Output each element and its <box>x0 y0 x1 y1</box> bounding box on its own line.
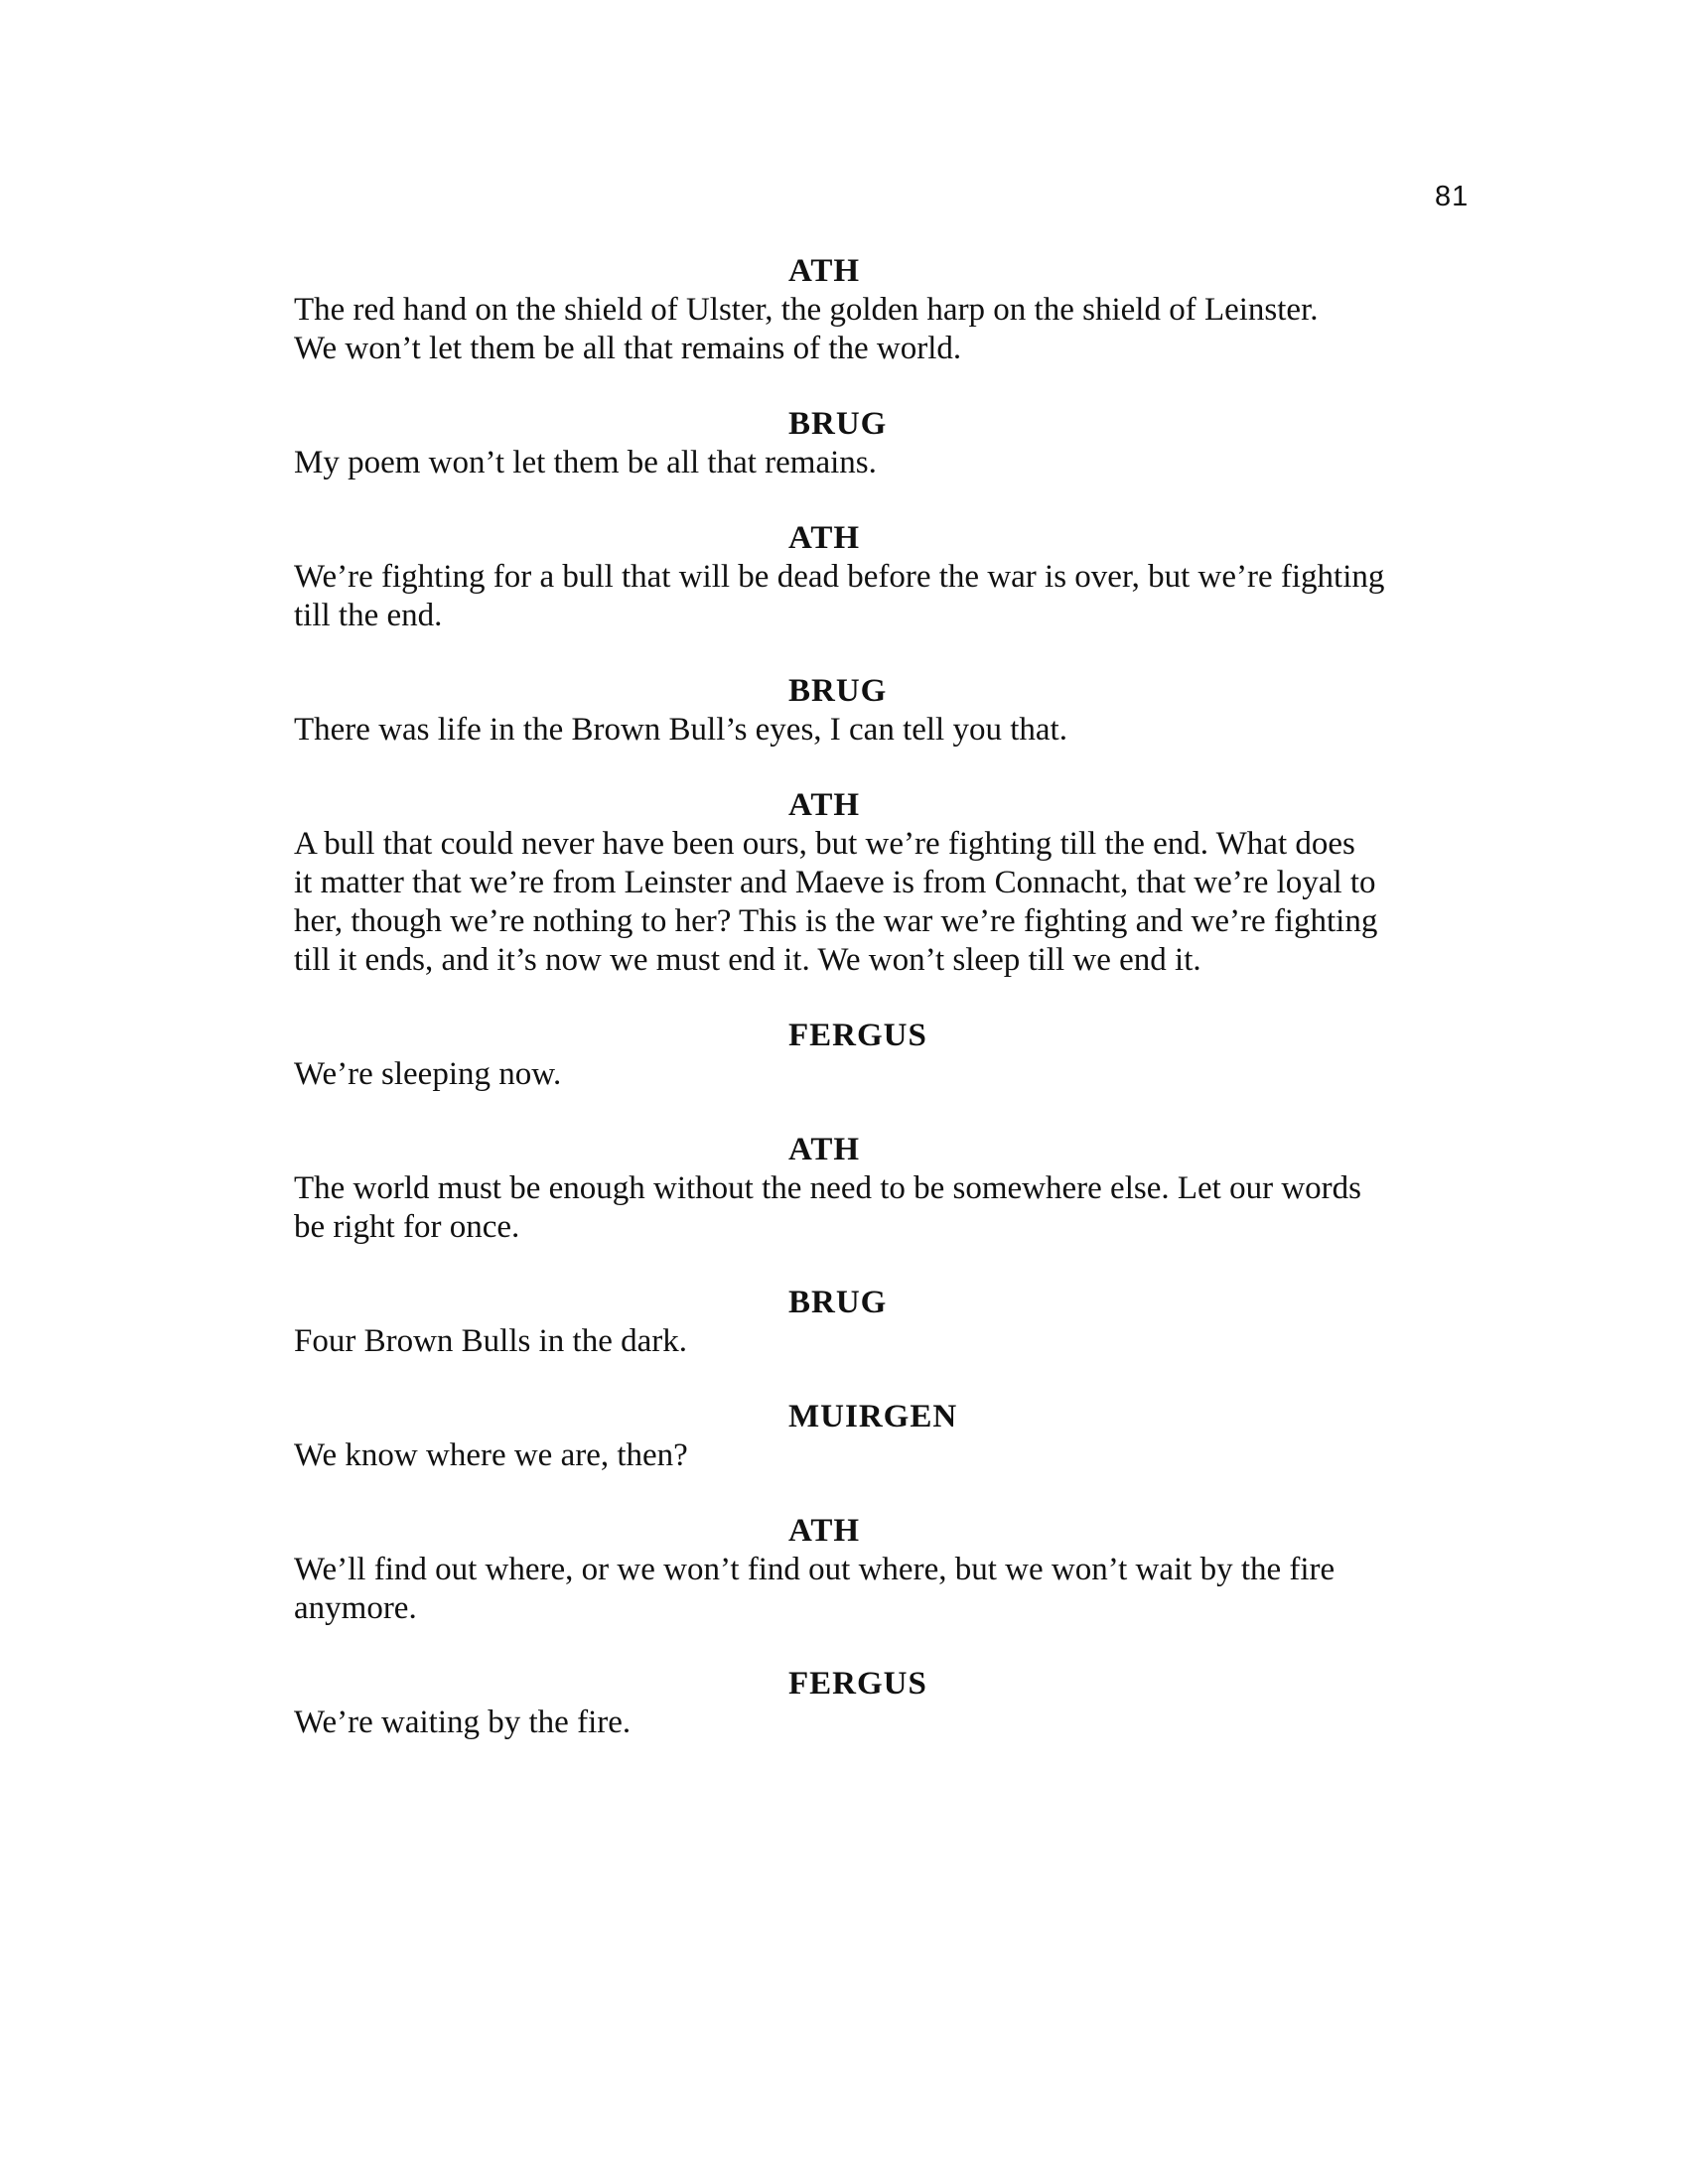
speech-block <box>294 1131 1505 1247</box>
dialogue-line: We’ll find out where, or we won’t find out where, but we won’t wait by the fire <box>294 1552 1336 1587</box>
dialogue-line: her, though we’re nothing to her? This is the war we’re fighting and we’re fighting <box>294 903 1378 939</box>
dialogue-line: We’re waiting by the fire. <box>294 1705 632 1740</box>
speech-block <box>294 786 1505 980</box>
dialogue-line: We know where we are, then? <box>294 1437 688 1473</box>
dialogue-line: My poem won’t let them be all that remains. <box>294 445 877 480</box>
dialogue-line: anymore. <box>294 1590 417 1626</box>
dialogue-line: be right for once. <box>294 1209 520 1245</box>
speech-block <box>294 519 1505 635</box>
script-body <box>294 252 1505 1779</box>
speech-block <box>294 252 1505 368</box>
dialogue-line: There was life in the Brown Bull’s eyes, I can tell you that. <box>294 712 1067 748</box>
dialogue-line: The red hand on the shield of Ulster, the golden harp on the shield of Leinster. <box>294 292 1319 328</box>
dialogue-line: till the end. <box>294 598 443 633</box>
speaker-name: FERGUS <box>788 1666 927 1702</box>
speaker-name: BRUG <box>788 1285 888 1320</box>
speaker-name: ATH <box>788 1132 861 1167</box>
dialogue-line: We’re sleeping now. <box>294 1056 562 1092</box>
speaker-name: FERGUS <box>788 1018 927 1053</box>
page-number: 81 <box>1435 181 1470 212</box>
dialogue-line: We won’t let them be all that remains of the world. <box>294 331 962 366</box>
speech-block <box>294 1665 1505 1742</box>
speech-block <box>294 672 1505 750</box>
speech-block <box>294 405 1505 482</box>
speaker-name: BRUG <box>788 673 888 709</box>
dialogue-line: till it ends, and it’s now we must end it. We won’t sleep till we end it. <box>294 942 1201 978</box>
speech-block <box>294 1398 1505 1475</box>
speaker-name: ATH <box>788 253 861 289</box>
speaker-name: MUIRGEN <box>788 1399 958 1434</box>
speech-block <box>294 1512 1505 1628</box>
speech-block <box>294 1017 1505 1094</box>
speech-block <box>294 1284 1505 1361</box>
dialogue-line: it matter that we’re from Leinster and Maeve is from Connacht, that we’re loyal to <box>294 865 1376 900</box>
speaker-name: ATH <box>788 1513 861 1549</box>
dialogue-line: The world must be enough without the need to be somewhere else. Let our words <box>294 1170 1361 1206</box>
speaker-name: ATH <box>788 520 861 556</box>
dialogue-line: Four Brown Bulls in the dark. <box>294 1323 687 1359</box>
dialogue-line: A bull that could never have been ours, but we’re fighting till the end. What does <box>294 826 1355 862</box>
speaker-name: ATH <box>788 787 861 823</box>
speaker-name: BRUG <box>788 406 888 442</box>
dialogue-line: We’re fighting for a bull that will be dead before the war is over, but we’re fighting <box>294 559 1385 595</box>
